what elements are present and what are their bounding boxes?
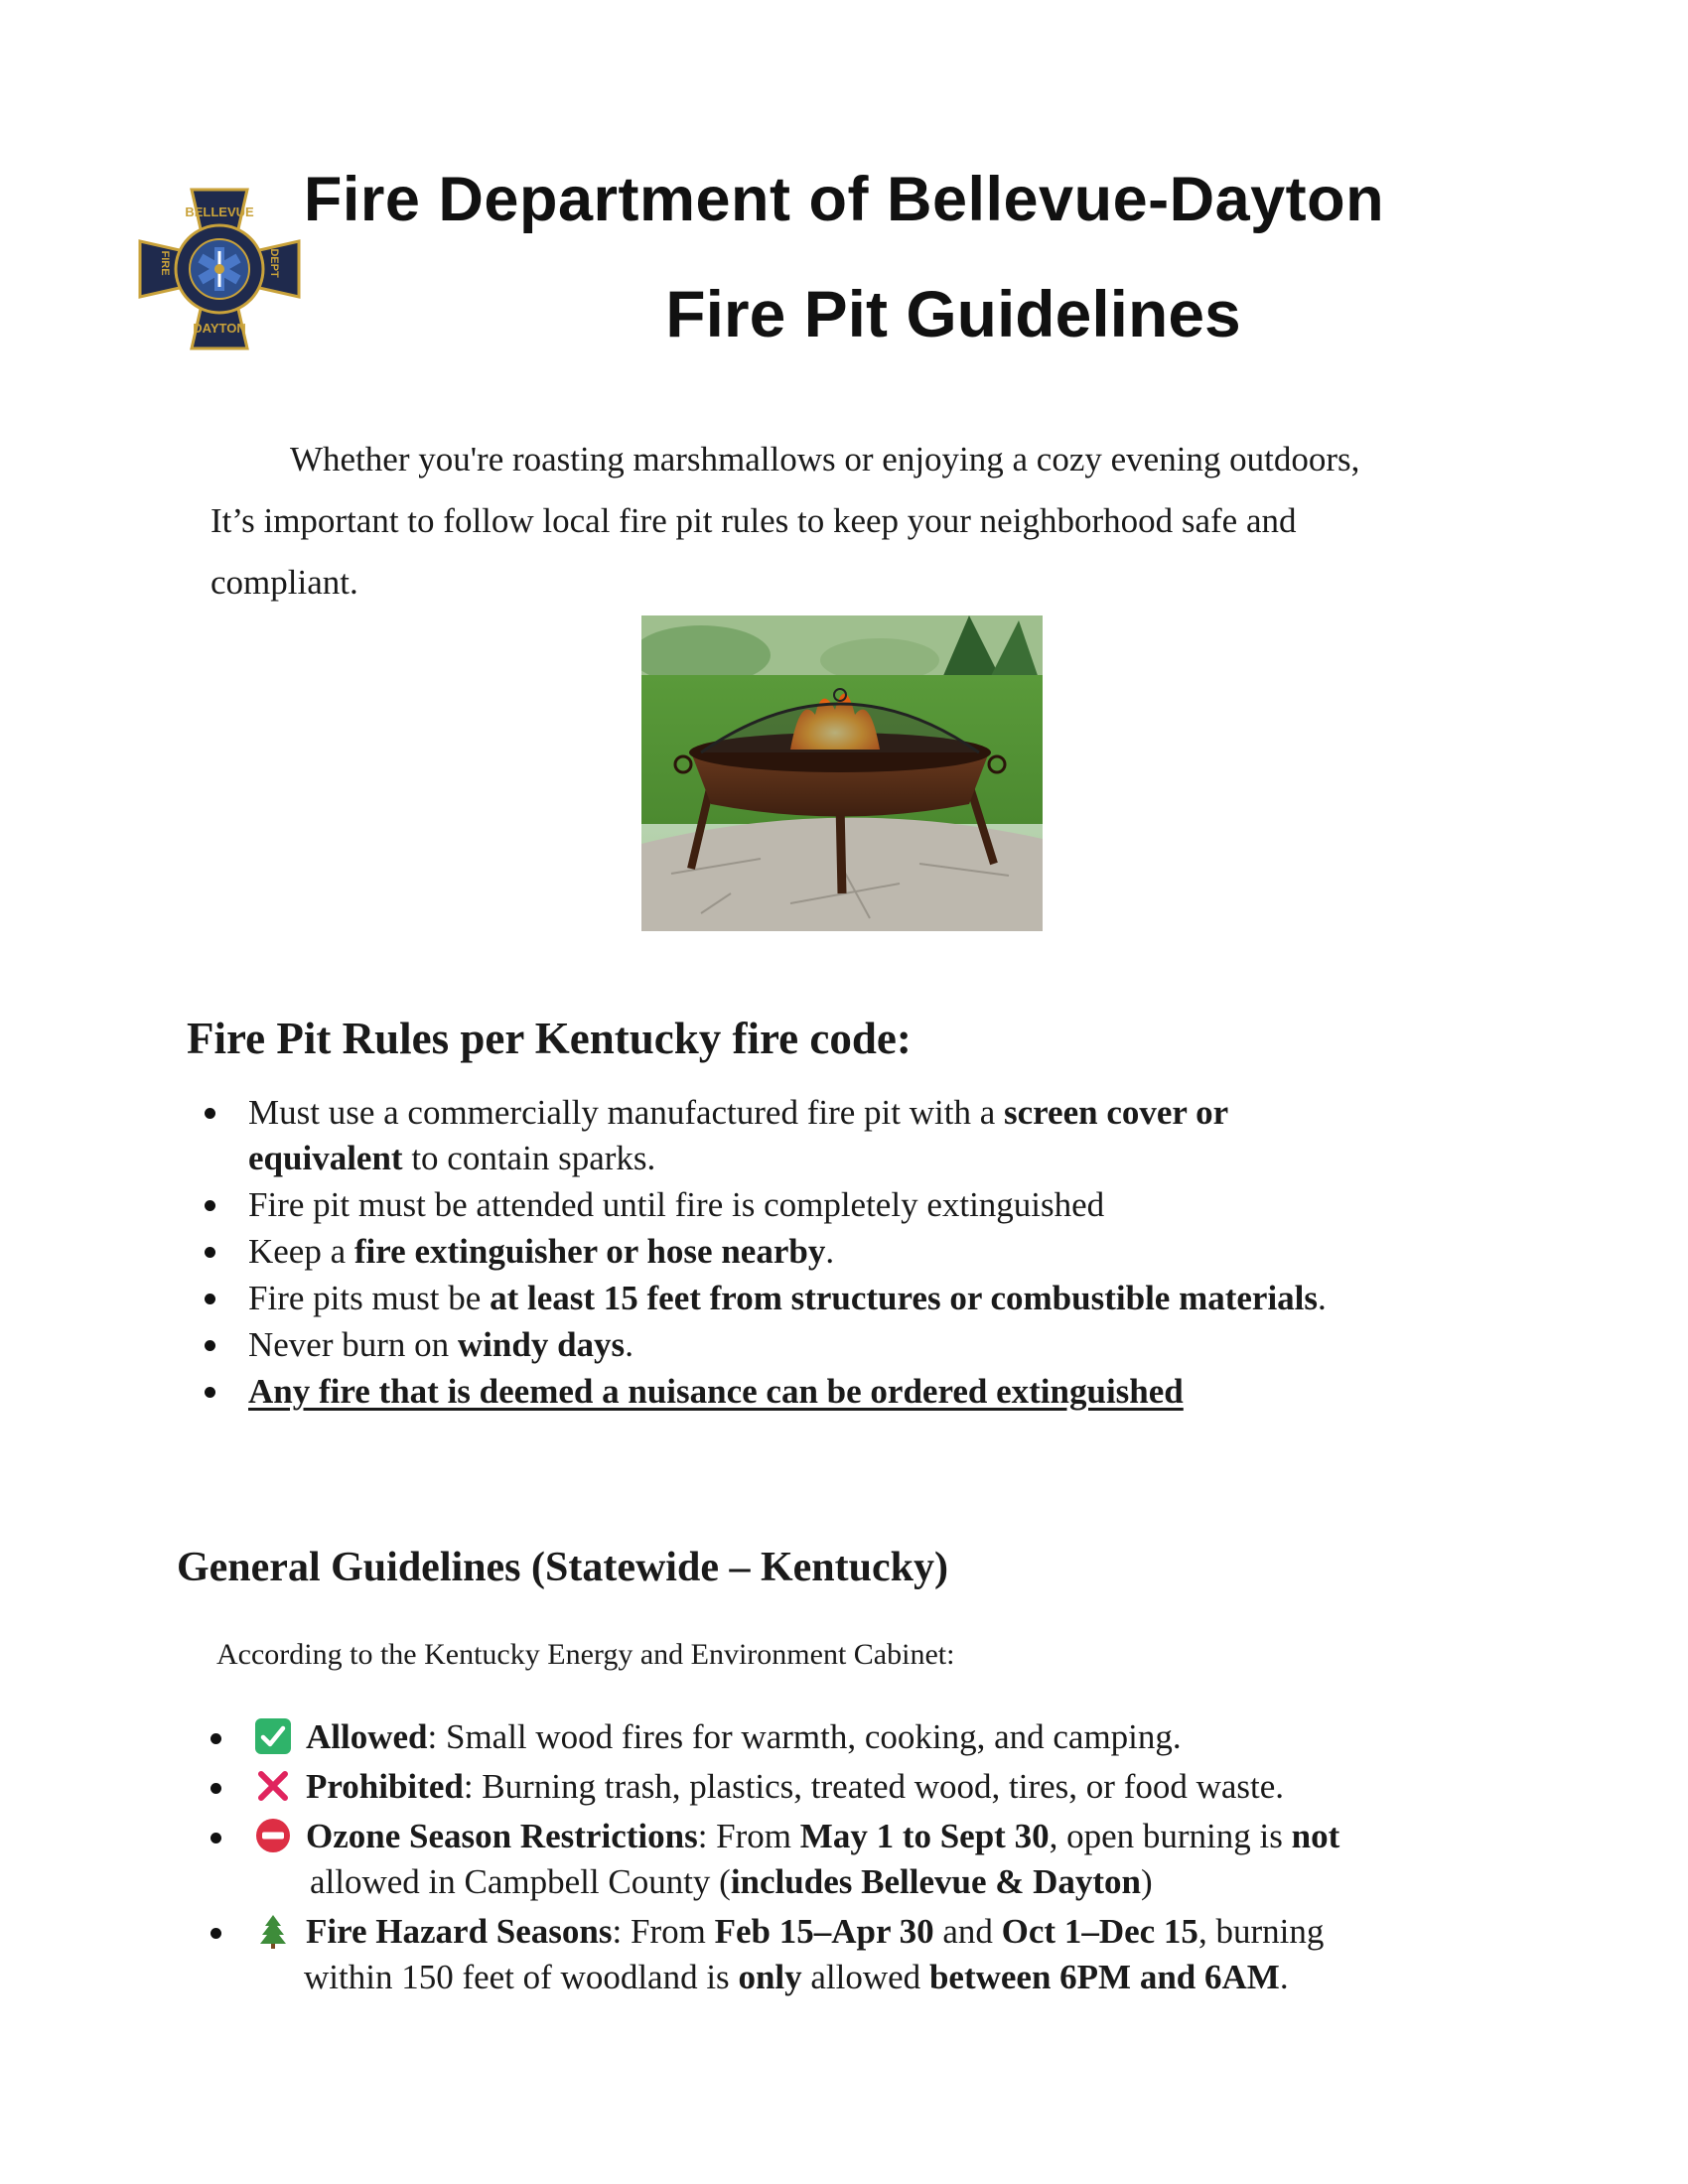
list-item: Fire pit must be attended until fire is completely extinguished [248, 1182, 1539, 1228]
intro-line-2: It’s important to follow local fire pit rules to keep your neighborhood safe and [211, 501, 1297, 540]
badge-top-text: BELLEVUE [185, 205, 254, 219]
rules-list [248, 1090, 1539, 1416]
bullet-icon [205, 1108, 215, 1119]
list-item: Any fire that is deemed a nuisance can be ordered extinguished [248, 1369, 1539, 1415]
bullet-icon [211, 1733, 221, 1744]
source-note: According to the Kentucky Energy and Environment Cabinet: [216, 1638, 955, 1671]
bullet-icon [211, 1928, 221, 1939]
general-guidelines-heading: General Guidelines (Statewide – Kentucky) [177, 1545, 948, 1590]
rules-heading: Fire Pit Rules per Kentucky fire code: [187, 1014, 912, 1063]
check-mark-icon [254, 1717, 292, 1755]
bullet-icon [205, 1340, 215, 1351]
intro-line-3: compliant. [211, 563, 358, 602]
bullet-icon [205, 1387, 215, 1398]
general-guidelines-list [254, 1714, 1545, 2000]
intro-paragraph [211, 429, 1501, 614]
list-item: Fire Hazard Seasons: From Feb 15–Apr 30 and Oct 1–Dec 15, burning within 150 feet of woodland is only allowed between 6PM and 6AM. [254, 1909, 1545, 2000]
list-item: Never burn on windy days. [248, 1322, 1539, 1368]
intro-line-1: Whether you're roasting marshmallows or enjoying a cozy evening outdoors, [290, 440, 1360, 478]
bullet-icon [205, 1294, 215, 1304]
list-item: Ozone Season Restrictions: From May 1 to Sept 30, open burning is not allowed in Campbell County (includes Bellevue & Dayton) [254, 1814, 1545, 1905]
evergreen-tree-icon [254, 1912, 292, 1950]
bullet-icon [205, 1200, 215, 1211]
list-item: Keep a fire extinguisher or hose nearby. [248, 1229, 1539, 1275]
bullet-icon [211, 1783, 221, 1794]
list-item: Allowed: Small wood fires for warmth, cooking, and camping. [254, 1714, 1545, 1760]
fire-pit-photo [641, 615, 1043, 931]
list-item: Fire pits must be at least 15 feet from structures or combustible materials. [248, 1276, 1539, 1321]
cross-mark-icon [254, 1767, 292, 1805]
list-item: Must use a commercially manufactured fire pit with a screen cover or equivalent to contain sparks. [248, 1090, 1539, 1181]
no-entry-icon [254, 1817, 292, 1854]
bullet-icon [205, 1247, 215, 1258]
badge-left-text: FIRE [159, 250, 171, 276]
organization-title: Fire Department of Bellevue-Dayton [303, 165, 1385, 234]
page-title: Fire Pit Guidelines [665, 277, 1241, 350]
list-item: Prohibited: Burning trash, plastics, treated wood, tires, or food waste. [254, 1764, 1545, 1810]
badge-bottom-text: DAYTON [193, 321, 246, 336]
badge-right-text: DEPT [268, 248, 280, 278]
bullet-icon [211, 1833, 221, 1843]
